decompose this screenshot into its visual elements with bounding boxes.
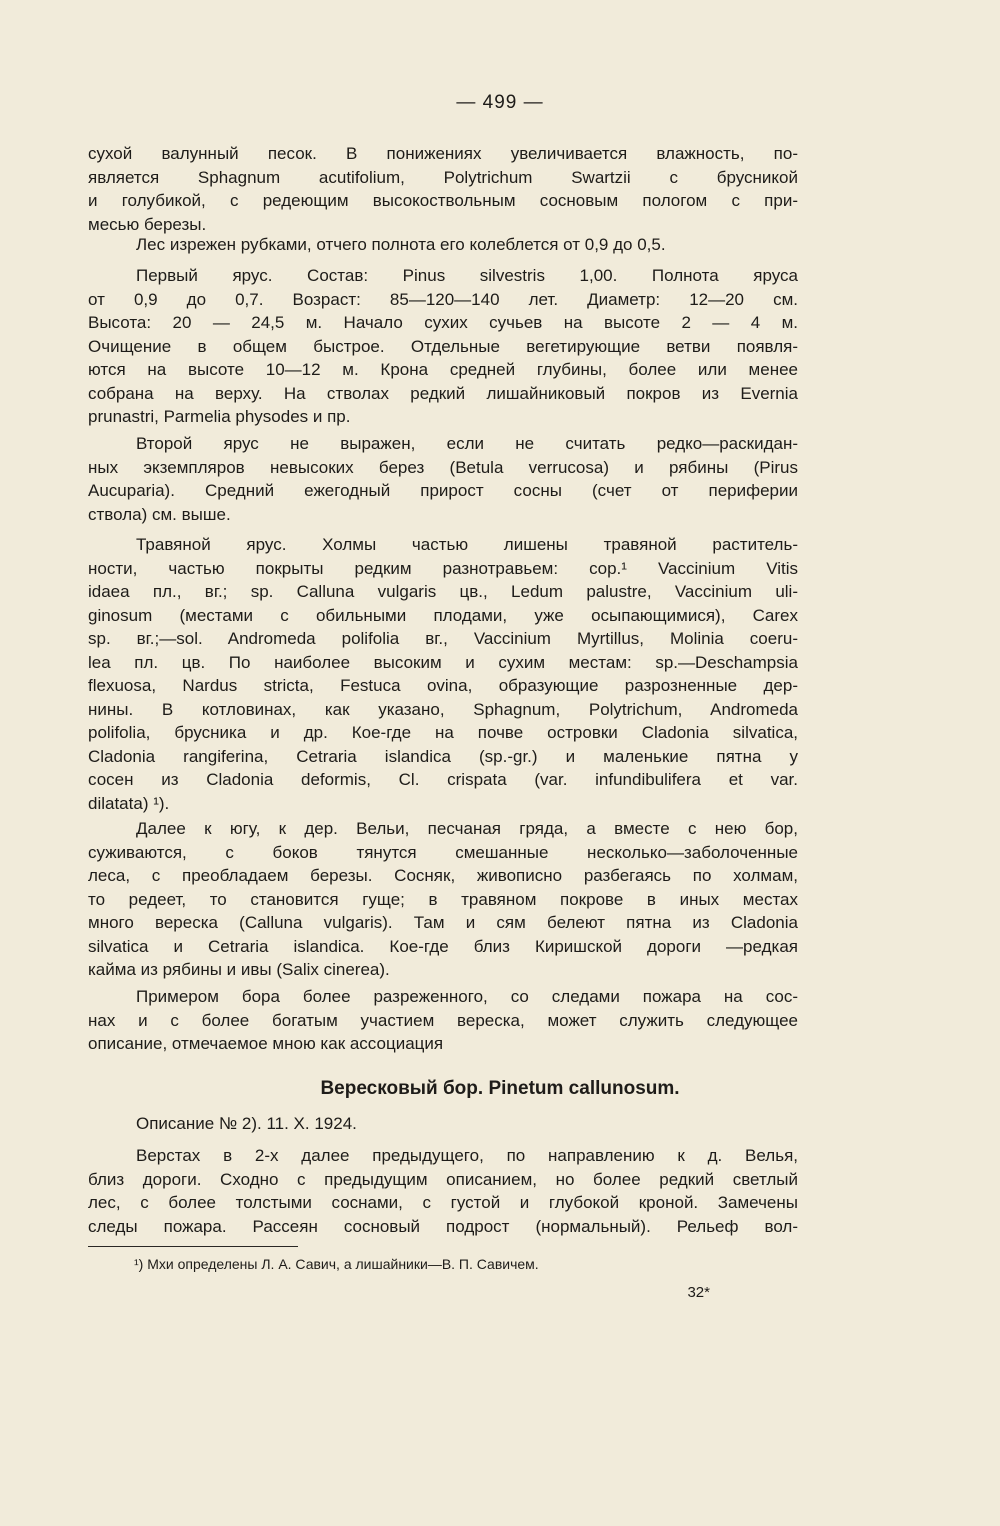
text-line: месью березы.	[88, 214, 207, 234]
text-line: следы пожара. Рассеян сосновый подрост (нормальный). Рельеф вол-	[88, 1216, 798, 1236]
text-line: ных экземпляров невысоких берез (Betula verrucosa) и рябины (Pirus	[88, 457, 798, 477]
paragraph-south-velya	[88, 817, 798, 982]
text-line: Первый ярус. Состав: Pinus silvestris 1,00. Полнота яруса	[136, 266, 798, 285]
text-line: Второй ярус не выражен, если не считать редко—раскидан-	[136, 434, 798, 453]
text-line: ствола) см. выше.	[88, 504, 231, 524]
page-number: — 499 —	[456, 92, 544, 113]
text-line: является Sphagnum acutifolium, Polytrichum Swartzii с брусникой	[88, 167, 798, 187]
text-line: dilatata) ¹).	[88, 793, 170, 813]
paragraph-logging	[88, 233, 798, 257]
text-line: ginosum (местами с обильными плодами, уже осыпающимися), Carex	[88, 605, 798, 625]
text-line: Травяной ярус. Холмы частью лишены травяной раститель-	[136, 535, 798, 554]
text-line: собрана на верху. На стволах редкий лишайниковый покров из Evernia	[88, 383, 798, 403]
text-line: и голубикой, с редеющим высокоствольным сосновым пологом с при-	[88, 191, 798, 210]
text-line: flexuosa, Nardus stricta, Festuca ovina, образующие разрозненные дер-	[88, 676, 798, 695]
text-line: idaea пл., вг.; sp. Calluna vulgaris цв., Ledum palustre, Vaccinium uli-	[88, 582, 798, 601]
text-line: сухой валунный песок. В понижениях увеличивается влажность, по-	[88, 144, 798, 163]
text-line: то редеет, то становится гуще; в травяном покрове в иных местах	[88, 889, 798, 909]
paragraph-herb-tier	[88, 533, 798, 815]
text-line: Aucuparia). Средний ежегодный прирост сосны (счет от периферии	[88, 481, 798, 500]
section-heading: Вересковый бор. Pinetum callunosum.	[320, 1078, 680, 1099]
text-line: Высота: 20 — 24,5 м. Начало сухих сучьев на высоте 2 — 4 м.	[88, 313, 798, 332]
text-line: суживаются, с боков тянутся смешанные несколько—заболоченные	[88, 842, 798, 862]
text-line: ются на высоте 10—12 м. Крона средней глубины, более или менее	[88, 360, 798, 379]
text-line: описание, отмечаемое мною как ассоциация	[88, 1034, 444, 1053]
text-line: Верстах в 2-х далее предыдущего, по направлению к д. Велья,	[136, 1146, 798, 1165]
paragraph-sandy-ridge	[88, 142, 798, 236]
text-line: sp. вг.;—sol. Andromeda polifolia вг., Vaccinium Myrtillus, Molinia coeru-	[88, 629, 798, 648]
text-line: кайма из рябины и ивы (Salix cinerea).	[88, 960, 390, 979]
text-line: ности, частью покрыты редким разнотравьем: cop.¹ Vaccinium Vitis	[88, 558, 798, 578]
text-line: леса, с преобладаем березы. Сосняк, живописно разбегаясь по холмам,	[88, 866, 798, 885]
text-line: Примером бора более разреженного, со следами пожара на сос-	[136, 987, 798, 1006]
text-line: от 0,9 до 0,7. Возраст: 85—120—140 лет. Диаметр: 12—20 см.	[88, 289, 798, 309]
paragraph-first-tier	[88, 264, 798, 429]
text-line: нах и с более богатым участием вереска, может служить следующее	[88, 1010, 798, 1030]
text-line: нины. В котловинах, как указано, Sphagnum, Polytrichum, Andromeda	[88, 699, 798, 719]
sheet-signature: 32*	[687, 1284, 710, 1301]
paragraph-description-text	[88, 1144, 798, 1238]
text-line: Описание № 2). 11. X. 1924.	[136, 1114, 357, 1133]
paragraph-example-intro	[88, 985, 798, 1056]
text-line: lea пл. цв. По наиболее высоким и сухим местам: sp.—Deschampsia	[88, 652, 798, 672]
footnote-divider	[88, 1246, 298, 1247]
text-line: Cladonia rangiferina, Cetraria islandica (sp.-gr.) и маленькие пятна у	[88, 746, 798, 766]
text-line: silvatica и Cetraria islandica. Кое-где близ Киришской дороги —редкая	[88, 936, 798, 956]
text-line: близ дороги. Сходно с предыдущим описанием, но более редкий светлый	[88, 1169, 798, 1189]
text-line: лес, с более толстыми соснами, с густой и глубокой кроной. Замечены	[88, 1193, 798, 1212]
text-line: сосен из Cladonia deformis, Cl. crispata (var. infundibulifera et var.	[88, 770, 798, 789]
text-line: Лес изрежен рубками, отчего полнота его колеблется от 0,9 до 0,5.	[136, 235, 666, 254]
paragraph-second-tier	[88, 432, 798, 526]
text-line: Далее к югу, к дер. Вельи, песчаная гряда, а вместе с нею бор,	[136, 819, 798, 838]
text-line: Очищение в общем быстрое. Отдельные вегетирующие ветви появля-	[88, 336, 798, 356]
footnote: ¹) Мхи определены Л. А. Савич, а лишайники—В. П. Савичем.	[134, 1256, 539, 1272]
text-line: polifolia, брусника и др. Кое-где на почве островки Cladonia silvatica,	[88, 723, 798, 742]
text-line: prunastri, Parmelia physodes и пр.	[88, 407, 351, 426]
text-line: много вереска (Calluna vulgaris). Там и сям белеют пятна из Cladonia	[88, 913, 798, 932]
paragraph-description-number	[88, 1112, 798, 1136]
